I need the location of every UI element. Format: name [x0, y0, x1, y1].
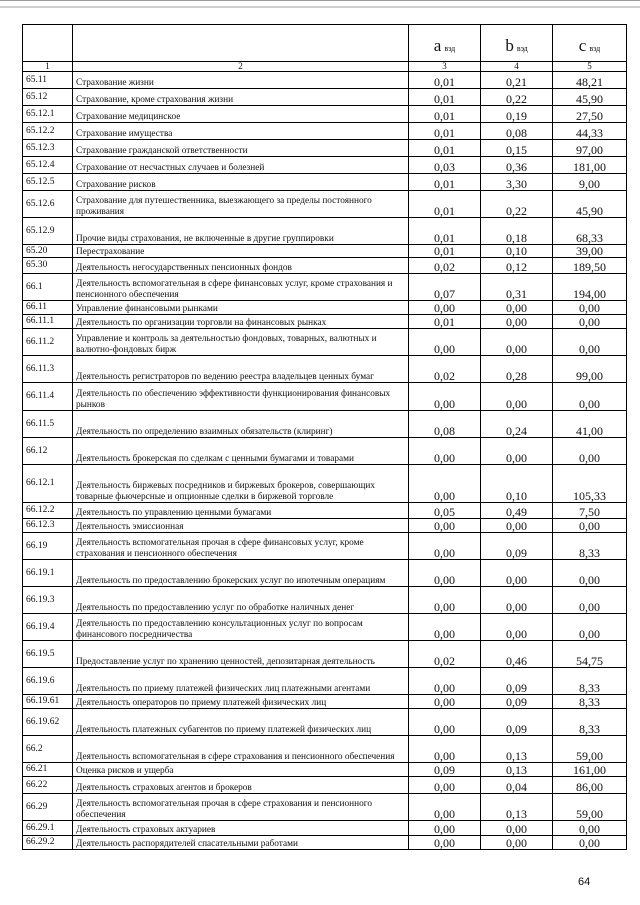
- row-code: 65.12.1: [23, 106, 73, 123]
- row-value-a: 0,02: [409, 258, 481, 274]
- row-code: 66.11.4: [23, 383, 73, 411]
- row-name: Деятельность вспомогательная в сфере финансовых услуг, кроме страхования и пенсионного обеспечения: [73, 274, 409, 301]
- row-value-b: 0,00: [481, 519, 553, 533]
- row-value-a: 0,01: [409, 123, 481, 140]
- row-name: Страхование от несчастных случаев и болезней: [73, 157, 409, 174]
- row-value-a: 0,00: [409, 695, 481, 709]
- row-name: Страхование медицинское: [73, 106, 409, 123]
- table-row: [23, 258, 627, 274]
- row-code: 66.11.1: [23, 315, 73, 329]
- table-row: [23, 383, 627, 411]
- row-value-b: 0,13: [481, 763, 553, 777]
- row-value-c: 189,50: [553, 258, 627, 274]
- table-row: [23, 821, 627, 836]
- row-value-a: 0,00: [409, 587, 481, 614]
- table-row: [23, 794, 627, 821]
- row-value-c: 0,00: [553, 836, 627, 850]
- row-code: 65.12: [23, 89, 73, 106]
- row-value-c: 8,33: [553, 668, 627, 695]
- table-row: [23, 411, 627, 438]
- row-value-c: 194,00: [553, 274, 627, 301]
- row-name: Деятельность по предоставлению брокерских услуг по ипотечным операциям: [73, 560, 409, 587]
- row-code: 65.12.3: [23, 140, 73, 157]
- row-name: Перестрахование: [73, 245, 409, 258]
- row-value-a: 0,00: [409, 519, 481, 533]
- row-value-a: 0,00: [409, 736, 481, 763]
- row-name: Деятельность платежных субагентов по приему платежей физических лиц: [73, 709, 409, 736]
- document-sheet: [22, 24, 626, 850]
- row-code: 65.12.5: [23, 174, 73, 191]
- row-name: Деятельность по управлению ценными бумагами: [73, 503, 409, 519]
- row-value-b: 0,00: [481, 438, 553, 465]
- row-value-a: 0,00: [409, 836, 481, 850]
- row-name: Деятельность вспомогательная прочая в сфере финансовых услуг, кроме страхования и пенсионного обеспечения: [73, 533, 409, 560]
- table-row: [23, 614, 627, 641]
- row-name: Прочие виды страхования, не включенные в другие группировки: [73, 218, 409, 245]
- row-value-b: 0,00: [481, 614, 553, 641]
- col-number: 5: [553, 62, 627, 72]
- table-row: [23, 438, 627, 465]
- row-name: Деятельность регистраторов по ведению реестра владельцев ценных бумаг: [73, 356, 409, 383]
- row-value-a: 0,00: [409, 614, 481, 641]
- row-value-c: 7,50: [553, 503, 627, 519]
- row-name: Деятельность по обеспечению эффективности функционирования финансовых рынков: [73, 383, 409, 411]
- row-value-c: 44,33: [553, 123, 627, 140]
- row-value-c: 99,00: [553, 356, 627, 383]
- row-value-c: 59,00: [553, 794, 627, 821]
- row-value-a: 0,00: [409, 668, 481, 695]
- row-name: Деятельность брокерская по сделкам с ценными бумагами и товарами: [73, 438, 409, 465]
- row-value-b: 0,09: [481, 695, 553, 709]
- row-value-a: 0,00: [409, 383, 481, 411]
- row-value-a: 0,00: [409, 533, 481, 560]
- row-value-c: 45,90: [553, 191, 627, 218]
- row-code: 66.12.1: [23, 465, 73, 503]
- row-value-c: 181,00: [553, 157, 627, 174]
- table-row: [23, 123, 627, 140]
- row-value-a: 0,00: [409, 329, 481, 356]
- row-value-a: 0,01: [409, 174, 481, 191]
- table-header-row: [23, 25, 627, 62]
- table-row: [23, 533, 627, 560]
- table-row: [23, 89, 627, 106]
- row-value-c: 0,00: [553, 329, 627, 356]
- table-row: [23, 356, 627, 383]
- table-row: [23, 763, 627, 777]
- table-row: [23, 174, 627, 191]
- row-value-b: 0,15: [481, 140, 553, 157]
- table-row: [23, 587, 627, 614]
- row-value-c: 45,90: [553, 89, 627, 106]
- page-number: 64: [578, 876, 591, 888]
- row-value-b: 0,00: [481, 560, 553, 587]
- row-name: Деятельность вспомогательная прочая в сфере страхования и пенсионного обеспечения: [73, 794, 409, 821]
- table-row: [23, 695, 627, 709]
- table-row: [23, 274, 627, 301]
- row-value-c: 86,00: [553, 777, 627, 794]
- row-name: Деятельность биржевых посредников и биржевых брокеров, совершающих товарные фьючерсные и опционные сделки в биржевой торговле: [73, 465, 409, 503]
- row-name: Страхование жизни: [73, 72, 409, 89]
- table-row: [23, 72, 627, 89]
- row-value-a: 0,08: [409, 411, 481, 438]
- table-row: [23, 503, 627, 519]
- row-name: Деятельность по предоставлению консультационных услуг по вопросам финансового посредничества: [73, 614, 409, 641]
- table-row: [23, 245, 627, 258]
- scan-edge: [0, 0, 640, 8]
- row-value-a: 0,02: [409, 356, 481, 383]
- row-value-a: 0,01: [409, 191, 481, 218]
- row-name: Деятельность негосударственных пенсионных фондов: [73, 258, 409, 274]
- row-code: 66.2: [23, 736, 73, 763]
- header-coeff-b: b вэд: [481, 25, 553, 62]
- row-code: 66.19.6: [23, 668, 73, 695]
- row-value-b: 0,04: [481, 777, 553, 794]
- row-value-a: 0,07: [409, 274, 481, 301]
- row-value-c: 105,33: [553, 465, 627, 503]
- column-numbers-row: [23, 62, 627, 72]
- table-row: [23, 315, 627, 329]
- row-value-a: 0,03: [409, 157, 481, 174]
- row-code: 66.12: [23, 438, 73, 465]
- col-number: 4: [481, 62, 553, 72]
- row-value-b: 0,00: [481, 587, 553, 614]
- row-code: 66.29.1: [23, 821, 73, 836]
- row-value-a: 0,09: [409, 763, 481, 777]
- row-code: 66.19: [23, 533, 73, 560]
- row-value-c: 0,00: [553, 301, 627, 315]
- row-name: Оценка рисков и ущерба: [73, 763, 409, 777]
- table-row: [23, 140, 627, 157]
- coefficients-table: [22, 24, 627, 850]
- row-code: 66.19.1: [23, 560, 73, 587]
- row-name: Предоставление услуг по хранению ценностей, депозитарная деятельность: [73, 641, 409, 668]
- table-row: [23, 560, 627, 587]
- table-row: [23, 329, 627, 356]
- row-name: Страхование гражданской ответственности: [73, 140, 409, 157]
- row-code: 65.12.2: [23, 123, 73, 140]
- row-value-c: 68,33: [553, 218, 627, 245]
- row-value-b: 0,08: [481, 123, 553, 140]
- row-value-c: 8,33: [553, 709, 627, 736]
- row-code: 66.21: [23, 763, 73, 777]
- row-name: Деятельность страховых актуариев: [73, 821, 409, 836]
- row-value-a: 0,01: [409, 315, 481, 329]
- table-row: [23, 465, 627, 503]
- row-value-b: 0,09: [481, 533, 553, 560]
- row-code: 65.20: [23, 245, 73, 258]
- row-code: 66.29.2: [23, 836, 73, 850]
- row-value-a: 0,01: [409, 89, 481, 106]
- row-name: Деятельность по предоставлению услуг по обработке наличных денег: [73, 587, 409, 614]
- row-value-c: 0,00: [553, 614, 627, 641]
- row-value-c: 27,50: [553, 106, 627, 123]
- row-value-a: 0,02: [409, 641, 481, 668]
- table-row: [23, 218, 627, 245]
- row-value-b: 0,00: [481, 821, 553, 836]
- row-name: Управление и контроль за деятельностью фондовых, товарных, валютных и валютно-фондовых бирж: [73, 329, 409, 356]
- row-value-b: 0,00: [481, 315, 553, 329]
- row-value-a: 0,01: [409, 245, 481, 258]
- row-code: 65.12.6: [23, 191, 73, 218]
- row-value-a: 0,00: [409, 560, 481, 587]
- row-value-a: 0,00: [409, 301, 481, 315]
- table-row: [23, 519, 627, 533]
- row-value-b: 0,49: [481, 503, 553, 519]
- row-value-c: 0,00: [553, 821, 627, 836]
- row-value-b: 0,00: [481, 329, 553, 356]
- header-coeff-c: c вэд: [553, 25, 627, 62]
- row-value-b: 0,28: [481, 356, 553, 383]
- table-row: [23, 106, 627, 123]
- row-code: 66.11.2: [23, 329, 73, 356]
- row-name: Деятельность эмиссионная: [73, 519, 409, 533]
- row-value-a: 0,01: [409, 218, 481, 245]
- table-row: [23, 191, 627, 218]
- row-value-a: 0,01: [409, 106, 481, 123]
- row-name: Страхование рисков: [73, 174, 409, 191]
- col-number: 3: [409, 62, 481, 72]
- row-value-a: 0,00: [409, 821, 481, 836]
- header-code-cell: [23, 25, 73, 62]
- row-value-c: 48,21: [553, 72, 627, 89]
- row-value-c: 8,33: [553, 533, 627, 560]
- row-value-b: 0,18: [481, 218, 553, 245]
- table-row: [23, 301, 627, 315]
- row-name: Деятельность распорядителей спасательными работами: [73, 836, 409, 850]
- row-code: 66.22: [23, 777, 73, 794]
- row-value-c: 0,00: [553, 315, 627, 329]
- row-value-b: 0,13: [481, 794, 553, 821]
- col-number: 2: [73, 62, 409, 72]
- row-name: Страхование для путешественника, выезжающего за пределы постоянного проживания: [73, 191, 409, 218]
- row-name: Деятельность страховых агентов и брокеров: [73, 777, 409, 794]
- row-value-c: 0,00: [553, 519, 627, 533]
- row-code: 65.12.9: [23, 218, 73, 245]
- row-value-a: 0,00: [409, 465, 481, 503]
- row-code: 66.12.2: [23, 503, 73, 519]
- row-code: 66.19.5: [23, 641, 73, 668]
- row-code: 66.19.62: [23, 709, 73, 736]
- row-code: 66.19.4: [23, 614, 73, 641]
- row-value-b: 0,09: [481, 668, 553, 695]
- row-value-b: 0,12: [481, 258, 553, 274]
- row-name: Деятельность операторов по приему платежей физических лиц: [73, 695, 409, 709]
- row-code: 65.11: [23, 72, 73, 89]
- row-name: Страхование, кроме страхования жизни: [73, 89, 409, 106]
- row-name: Деятельность вспомогательная в сфере страхования и пенсионного обеспечения: [73, 736, 409, 763]
- row-value-b: 0,22: [481, 191, 553, 218]
- row-value-c: 0,00: [553, 383, 627, 411]
- row-value-c: 9,00: [553, 174, 627, 191]
- row-value-b: 0,10: [481, 465, 553, 503]
- row-value-b: 0,24: [481, 411, 553, 438]
- row-value-c: 8,33: [553, 695, 627, 709]
- row-value-a: 0,00: [409, 794, 481, 821]
- row-code: 65.30: [23, 258, 73, 274]
- row-value-b: 0,00: [481, 836, 553, 850]
- row-code: 66.12.3: [23, 519, 73, 533]
- row-value-b: 0,09: [481, 709, 553, 736]
- row-value-a: 0,00: [409, 438, 481, 465]
- row-name: Деятельность по определению взаимных обязательств (клиринг): [73, 411, 409, 438]
- row-value-b: 3,30: [481, 174, 553, 191]
- row-value-c: 41,00: [553, 411, 627, 438]
- row-value-b: 0,00: [481, 301, 553, 315]
- row-name: Деятельность по приему платежей физических лиц платежными агентами: [73, 668, 409, 695]
- row-name: Деятельность по организации торговли на финансовых рынках: [73, 315, 409, 329]
- row-value-c: 39,00: [553, 245, 627, 258]
- row-code: 66.11: [23, 301, 73, 315]
- row-value-c: 0,00: [553, 438, 627, 465]
- row-value-a: 0,00: [409, 709, 481, 736]
- row-name: Управление финансовыми рынками: [73, 301, 409, 315]
- row-value-c: 54,75: [553, 641, 627, 668]
- table-row: [23, 836, 627, 850]
- row-value-b: 0,13: [481, 736, 553, 763]
- row-value-b: 0,21: [481, 72, 553, 89]
- row-value-a: 0,00: [409, 777, 481, 794]
- row-code: 66.19.3: [23, 587, 73, 614]
- col-number: 1: [23, 62, 73, 72]
- row-code: 66.29: [23, 794, 73, 821]
- row-value-c: 0,00: [553, 587, 627, 614]
- row-name: Страхование имущества: [73, 123, 409, 140]
- header-coeff-a: a вэд: [409, 25, 481, 62]
- row-value-b: 0,19: [481, 106, 553, 123]
- row-value-c: 161,00: [553, 763, 627, 777]
- row-value-a: 0,05: [409, 503, 481, 519]
- row-value-b: 0,22: [481, 89, 553, 106]
- table-row: [23, 668, 627, 695]
- row-value-a: 0,01: [409, 140, 481, 157]
- row-code: 66.11.3: [23, 356, 73, 383]
- row-code: 66.11.5: [23, 411, 73, 438]
- row-value-b: 0,36: [481, 157, 553, 174]
- row-code: 66.19.61: [23, 695, 73, 709]
- table-row: [23, 709, 627, 736]
- row-value-b: 0,10: [481, 245, 553, 258]
- row-code: 66.1: [23, 274, 73, 301]
- table-row: [23, 736, 627, 763]
- row-value-c: 97,00: [553, 140, 627, 157]
- row-value-b: 0,46: [481, 641, 553, 668]
- header-name-cell: [73, 25, 409, 62]
- table-row: [23, 777, 627, 794]
- row-value-c: 59,00: [553, 736, 627, 763]
- row-value-b: 0,00: [481, 383, 553, 411]
- row-value-c: 0,00: [553, 560, 627, 587]
- table-row: [23, 641, 627, 668]
- row-value-a: 0,01: [409, 72, 481, 89]
- row-value-b: 0,31: [481, 274, 553, 301]
- table-row: [23, 157, 627, 174]
- row-code: 65.12.4: [23, 157, 73, 174]
